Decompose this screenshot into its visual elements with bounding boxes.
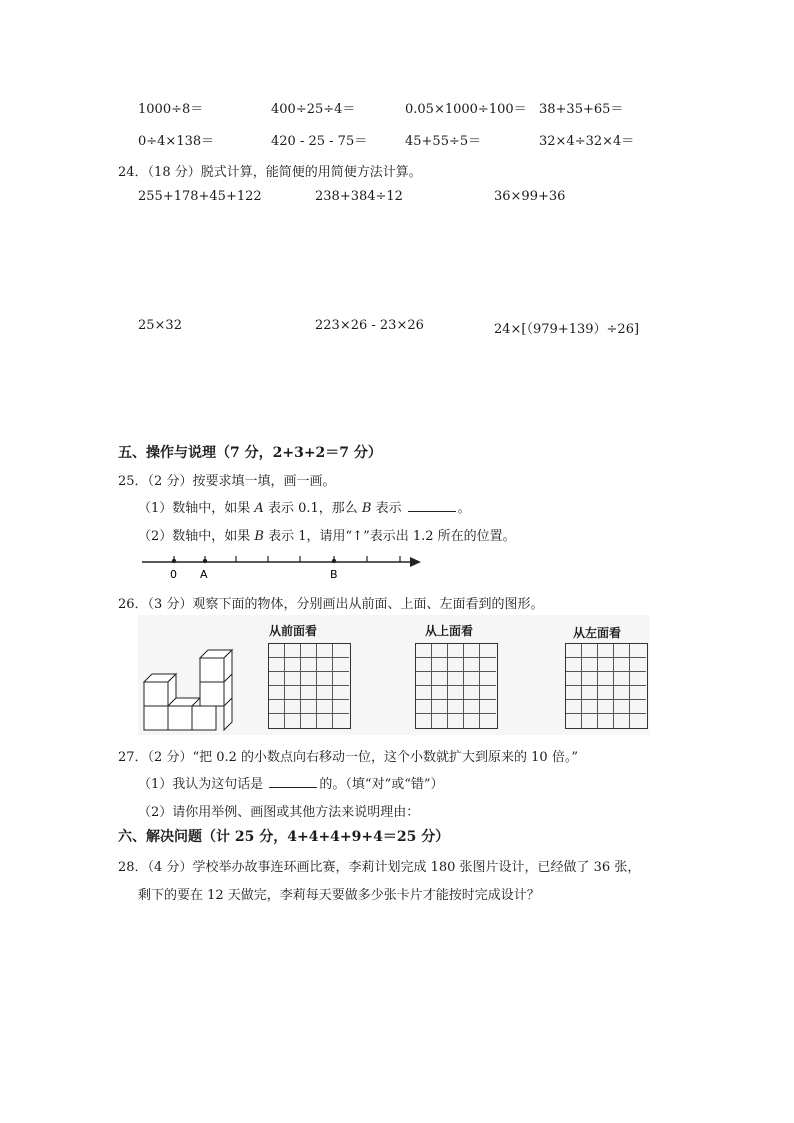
expression: 36×99+36 <box>494 189 566 204</box>
question-27-title: 27．（2 分）“把 0.2 的小数点向右移动一位，这个小数就扩大到原来的 10 倍。” <box>118 750 578 765</box>
question-25-part2: （2）数轴中，如果 B 表示 1，请用“↑”表示出 1.2 所在的位置。 <box>138 529 516 544</box>
question-24-title: 24．（18 分）脱式计算，能简便的用简便方法计算。 <box>118 165 422 180</box>
question-27-part2: （2）请你用举例、画图或其他方法来说明理由： <box>138 805 420 820</box>
question-25-part1: （1）数轴中，如果 A 表示 0.1，那么 B 表示 。 <box>138 501 471 516</box>
calc-item: 400÷25÷4＝ <box>271 102 356 117</box>
section-5-heading: 五、操作与说理（7 分，2+3+2＝7 分） <box>118 445 382 461</box>
variable-b: B <box>361 501 372 516</box>
variable-a: A <box>254 501 264 516</box>
grid-front-view[interactable] <box>268 643 351 729</box>
point-b <box>332 559 336 563</box>
calc-item: 0.05×1000÷100＝ <box>405 102 527 117</box>
question-28-line1: 28．（4 分）学校举办故事连环画比赛，李莉计划完成 180 张图片设计，已经做了 36 张， <box>118 860 641 875</box>
view-top-title: 从上面看 <box>425 624 474 638</box>
calc-item: 45+55÷5＝ <box>405 134 482 149</box>
question-25-title: 25．（2 分）按要求填一填，画一画。 <box>118 474 336 489</box>
question-28-line2: 剩下的要在 12 天做完，李莉每天要做多少张卡片才能按时完成设计？ <box>138 888 540 903</box>
calc-item: 0÷4×138＝ <box>138 134 215 149</box>
calc-item: 420 - 25 - 75＝ <box>271 134 368 149</box>
expression: 223×26 - 23×26 <box>315 318 424 333</box>
point-a <box>203 559 207 563</box>
calc-item: 32×4÷32×4＝ <box>539 134 635 149</box>
view-front-title: 从前面看 <box>269 624 318 638</box>
expression: 25×32 <box>138 318 182 333</box>
expression: 24×[（979+139）÷26] <box>494 322 640 337</box>
question-26-title: 26．（3 分）观察下面的物体，分别画出从前面、上面、左面看到的图形。 <box>118 597 544 612</box>
view-left-title: 从左面看 <box>573 626 622 640</box>
calc-item: 1000÷8＝ <box>138 102 204 117</box>
expression: 238+384÷12 <box>315 189 403 204</box>
section-6-heading: 六、解决问题（计 25 分，4+4+4+9+4＝25 分） <box>118 829 450 845</box>
arrow-right-icon <box>410 557 421 567</box>
grid-left-view[interactable] <box>565 643 648 729</box>
label-a: A <box>200 568 208 581</box>
answer-blank[interactable] <box>408 499 456 512</box>
point-zero <box>172 559 176 563</box>
number-line[interactable] <box>138 552 423 582</box>
number-line-ticks <box>174 556 400 562</box>
label-zero: 0 <box>170 568 177 581</box>
cube-stack-figure <box>140 640 240 734</box>
calc-item: 38+35+65＝ <box>539 102 624 117</box>
expression: 255+178+45+122 <box>138 189 262 204</box>
answer-blank[interactable] <box>269 775 317 788</box>
grid-top-view[interactable] <box>415 643 498 729</box>
label-b: B <box>330 568 338 581</box>
question-27-part1: （1）我认为这句话是 的。（填“对”或“错”） <box>138 777 444 792</box>
